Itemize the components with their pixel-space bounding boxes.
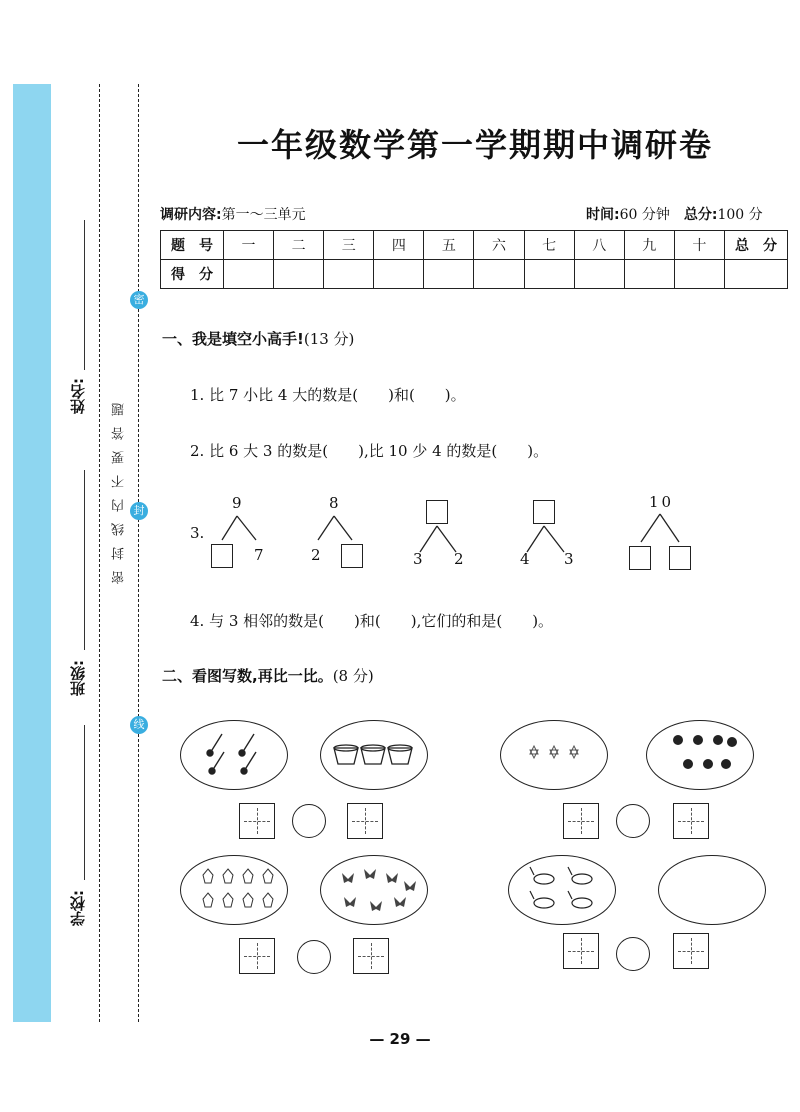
row-label-question: 题 号 <box>161 231 224 260</box>
content-label: 调研内容: <box>160 207 222 223</box>
total-label: 总分: <box>683 207 718 223</box>
page-title: 一年级数学第一学期期中调研卷 <box>236 126 713 164</box>
seal-mark-xian: 线 <box>130 716 148 734</box>
col-total: 总 分 <box>725 231 788 260</box>
section-1-title: 一、我是填空小高手! <box>162 330 304 348</box>
picture-oval-empty <box>658 855 766 925</box>
rabbits-icon <box>508 855 614 923</box>
seal-mark-mi: 密 <box>130 291 148 309</box>
total-value: 100 分 <box>717 207 763 223</box>
count-box-stars[interactable] <box>563 803 599 839</box>
compare-circle-4[interactable] <box>616 937 650 971</box>
time-value: 60 分钟 <box>619 207 670 223</box>
compare-circle-1[interactable] <box>292 804 326 838</box>
split-b-top: 8 <box>329 494 339 512</box>
name-label: 姓名: <box>69 378 87 414</box>
time-label: 时间: <box>586 207 620 223</box>
col-2: 二 <box>274 231 324 260</box>
col-9: 九 <box>624 231 674 260</box>
butterflies-icon <box>320 855 426 923</box>
col-7: 七 <box>524 231 574 260</box>
compare-circle-3[interactable] <box>297 940 331 974</box>
col-8: 八 <box>574 231 624 260</box>
col-4: 四 <box>374 231 424 260</box>
question-3-label: 3. <box>190 524 205 542</box>
split-c-answer-box[interactable] <box>426 500 448 524</box>
count-box-butterflies[interactable] <box>353 938 389 974</box>
question-2: 2. 比 6 大 3 的数是( ),比 10 少 4 的数是( )。 <box>190 442 549 460</box>
split-e-answer-box-left[interactable] <box>629 546 651 570</box>
col-3: 三 <box>324 231 374 260</box>
count-box-leaves[interactable] <box>239 938 275 974</box>
school-label: 学校: <box>69 890 87 926</box>
split-a-answer-box[interactable] <box>211 544 233 568</box>
split-a-top: 9 <box>232 494 242 512</box>
bowls-icon <box>320 720 426 788</box>
count-box-rabbits[interactable] <box>563 933 599 969</box>
roosters-icon <box>646 720 752 788</box>
section-2-points: (8 分) <box>332 667 374 685</box>
split-d-answer-box[interactable] <box>533 500 555 524</box>
count-box-spoons[interactable] <box>239 803 275 839</box>
section-2-heading <box>162 665 374 686</box>
section-2-title: 二、看图写数,再比一比。 <box>162 667 333 685</box>
class-label: 班级: <box>69 660 87 696</box>
row-label-score: 得 分 <box>161 260 224 289</box>
page-number: — 29 — <box>369 1030 431 1048</box>
split-e-answer-box-right[interactable] <box>669 546 691 570</box>
question-1: 1. 比 7 小比 4 大的数是( )和( )。 <box>190 386 466 404</box>
compare-circle-2[interactable] <box>616 804 650 838</box>
content-value: 第一～三单元 <box>221 207 306 223</box>
count-box-bowls[interactable] <box>347 803 383 839</box>
col-10: 十 <box>674 231 724 260</box>
leaves-icon <box>180 855 286 923</box>
stars-icon <box>500 720 606 788</box>
split-d-right: 3 <box>564 550 574 568</box>
seal-warning: 密封线内不要答题 <box>112 392 127 584</box>
split-a-right: 7 <box>254 546 264 564</box>
split-c-left: 3 <box>413 550 423 568</box>
count-box-roosters[interactable] <box>673 803 709 839</box>
seal-mark-feng: 封 <box>130 502 148 520</box>
split-c-right: 2 <box>454 550 464 568</box>
col-6: 六 <box>474 231 524 260</box>
question-4: 4. 与 3 相邻的数是( )和( ),它们的和是( )。 <box>190 612 554 630</box>
col-5: 五 <box>424 231 474 260</box>
split-b-answer-box[interactable] <box>341 544 363 568</box>
split-b-left: 2 <box>311 546 321 564</box>
spoons-icon <box>180 720 286 788</box>
section-1-points: (13 分) <box>303 330 355 348</box>
count-box-empty[interactable] <box>673 933 709 969</box>
split-e-top: 10 <box>649 493 675 511</box>
split-d-left: 4 <box>520 550 530 568</box>
col-1: 一 <box>224 231 274 260</box>
